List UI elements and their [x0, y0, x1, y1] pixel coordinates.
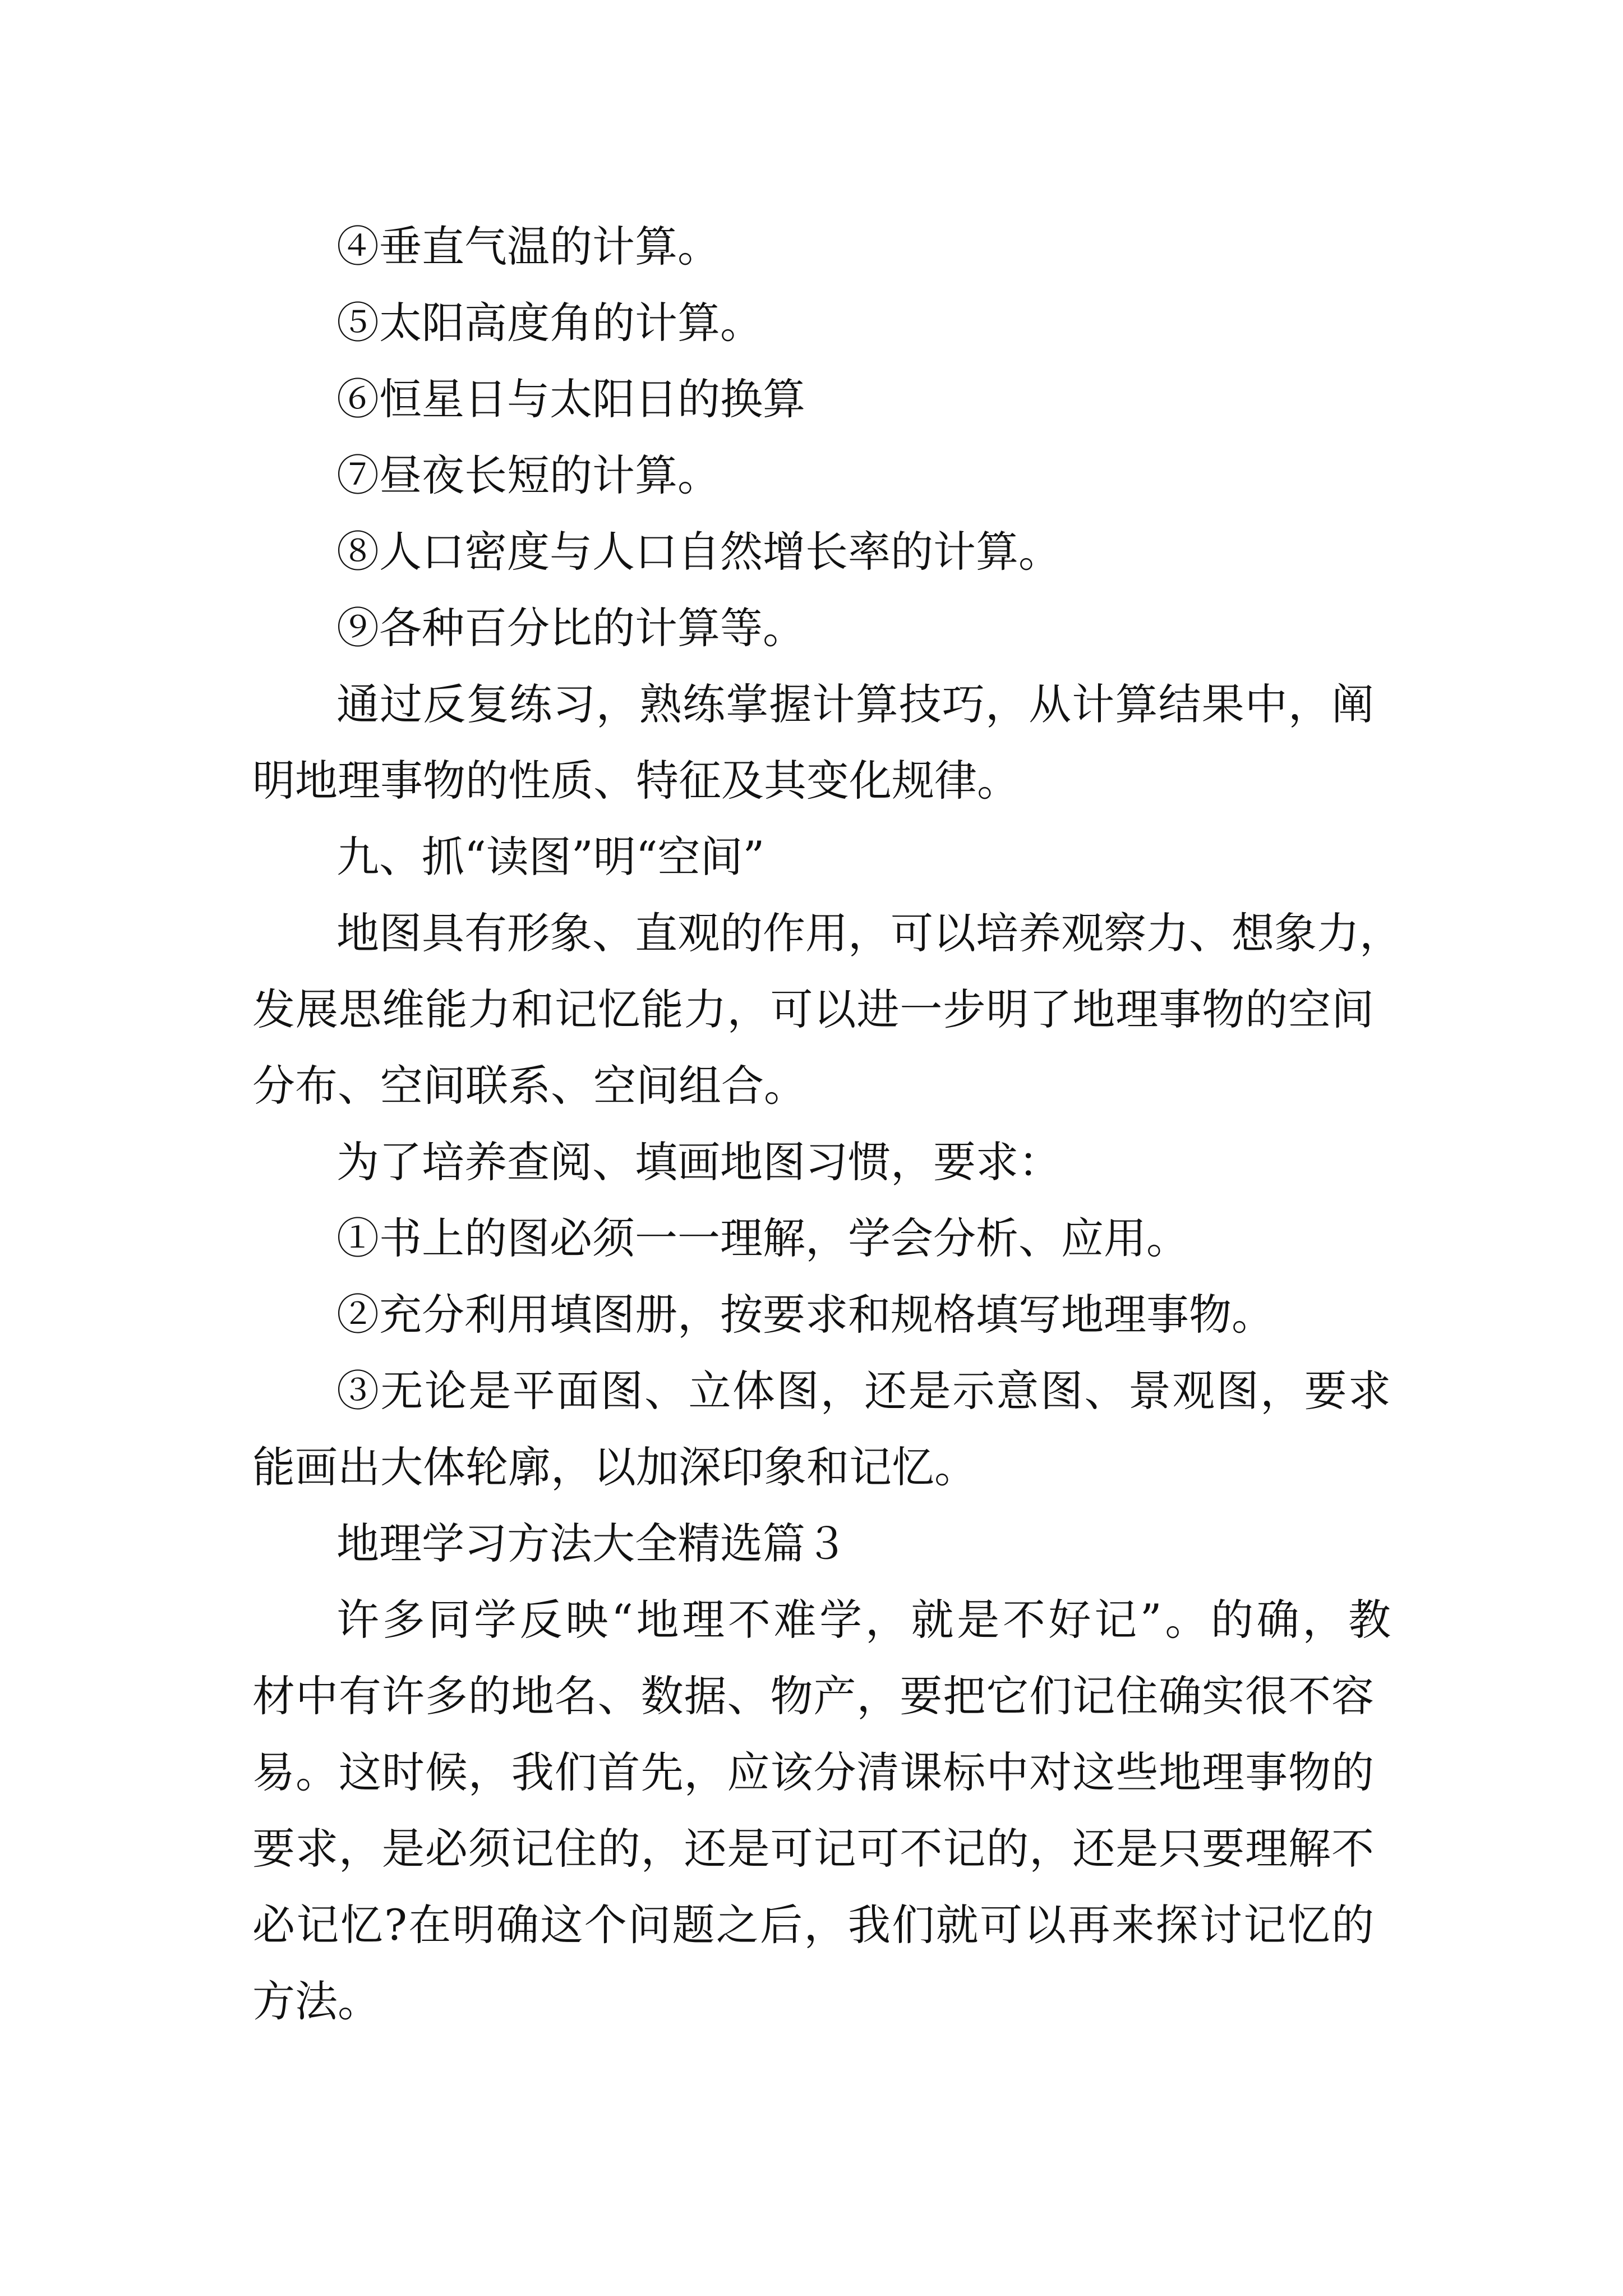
requirement-item-2: ②充分利用填图册，按要求和规格填写地理事物。 [336, 1290, 1274, 1340]
requirement-item-3-line-1: ③无论是平面图、立体图，还是示意图、景观图，要求 [336, 1366, 1391, 1416]
paragraph-map-line-1: 地图具有形象、直观的作用，可以培养观察力、想象力， [336, 908, 1402, 958]
list-item-6: ⑥恒星日与太阳日的换算 [336, 374, 805, 424]
paragraph-map-line-3: 分布、空间联系、空间组合。 [252, 1061, 806, 1111]
paragraph-practice-line-1: 通过反复练习，熟练掌握计算技巧，从计算结果中，阐 [336, 679, 1374, 729]
paragraph-practice-line-2: 明地理事物的性质、特征及其变化规律。 [252, 756, 1020, 806]
article-title: 地理学习方法大全精选篇３ [336, 1519, 848, 1568]
paragraph-memory-line-2: 材中有许多的地名、数据、物产，要把它们记住确实很不容 [252, 1671, 1374, 1721]
requirement-item-1: ①书上的图必须一一理解，学会分析、应用。 [336, 1213, 1189, 1263]
paragraph-memory-line-6: 方法。 [252, 1976, 380, 2026]
paragraph-memory-line-3: 易。这时候，我们首先，应该分清课标中对这些地理事物的 [252, 1747, 1374, 1797]
section-heading-9: 九、抓“读图”明“空间” [336, 832, 765, 882]
list-item-9: ⑨各种百分比的计算等。 [336, 603, 805, 653]
requirement-item-3-line-2: 能画出大体轮廓，以加深印象和记忆。 [252, 1442, 977, 1492]
paragraph-memory-line-4: 要求，是必须记住的，还是可记可不记的，还是只要理解不 [252, 1824, 1374, 1874]
paragraph-map-line-2: 发展思维能力和记忆能力，可以进一步明了地理事物的空间 [252, 984, 1374, 1034]
paragraph-memory-line-1: 许多同学反映“地理不难学，就是不好记”。的确，教 [336, 1595, 1391, 1645]
list-item-7: ⑦昼夜长短的计算。 [336, 450, 720, 500]
list-item-5: ⑤太阳高度角的计算。 [336, 298, 763, 348]
requirement-intro: 为了培养查阅、填画地图习惯，要求： [336, 1137, 1061, 1187]
paragraph-memory-line-5: 必记忆?在明确这个问题之后，我们就可以再来探讨记忆的 [252, 1900, 1374, 1950]
list-item-4: ④垂直气温的计算。 [336, 222, 720, 272]
list-item-8: ⑧人口密度与人口自然增长率的计算。 [336, 527, 1061, 577]
